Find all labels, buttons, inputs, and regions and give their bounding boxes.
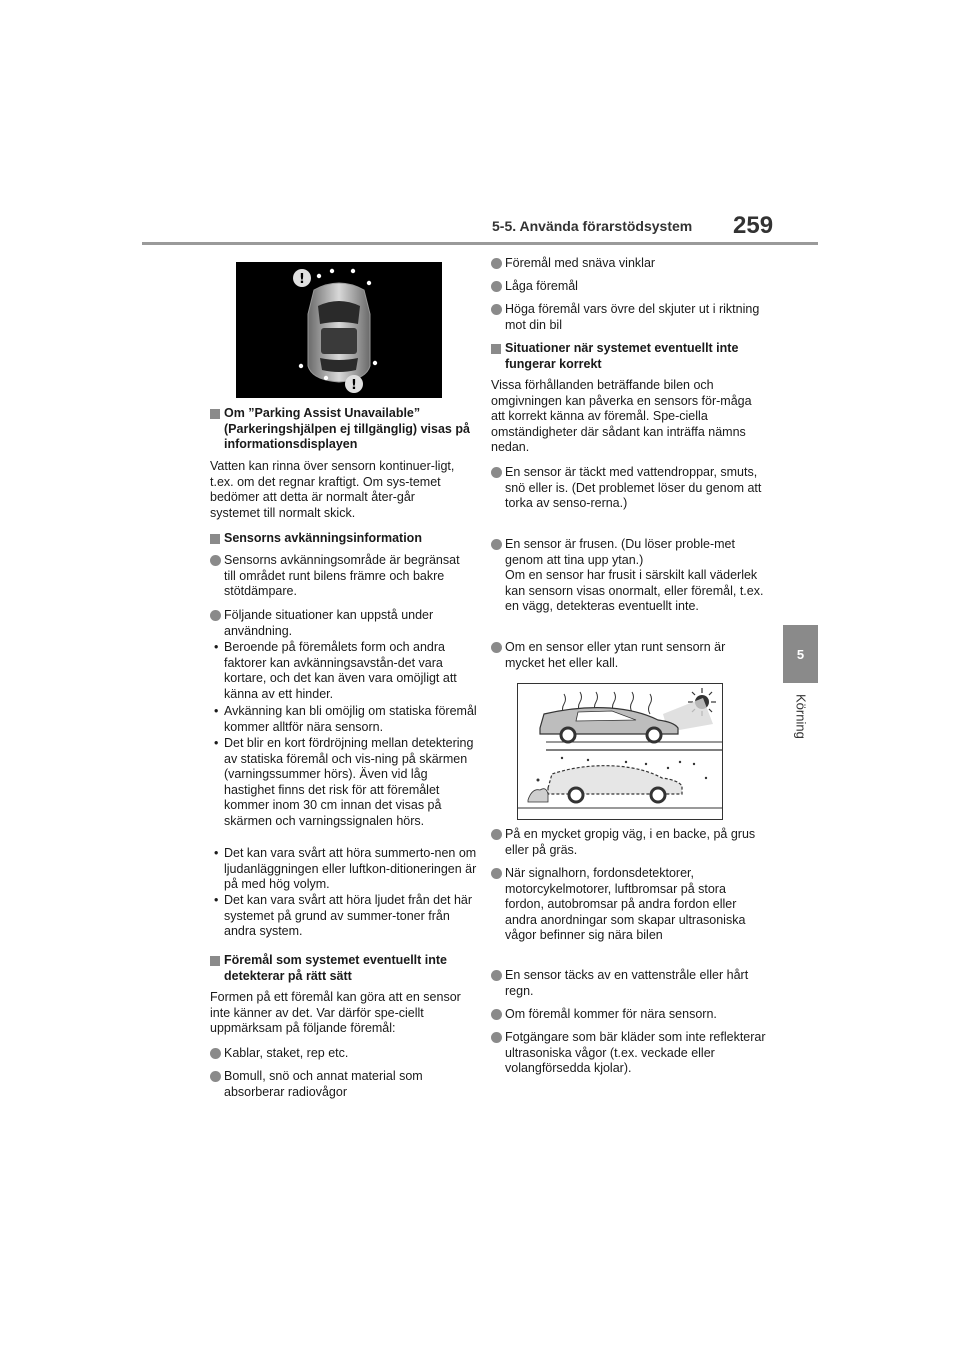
sub-bullet-audio: • Det kan vara svårt att höra summerto-nen om ljudanläggningen eller luftkon-ditioneringen är på med hög volym. <box>214 846 477 892</box>
warning-mark-rear: ! <box>351 378 357 393</box>
bullet-dot-icon <box>491 1032 502 1043</box>
bullet-rough-road: På en mycket gropig väg, i en backe, på grus eller på gräs. <box>491 827 767 858</box>
parking-sensor-display-image <box>236 262 442 398</box>
heading-objects-not-detected: Föremål som systemet eventuellt inte detekterar på rätt sätt <box>210 953 474 984</box>
bullet-dot-icon <box>491 868 502 879</box>
bullet-dot-icon <box>491 258 502 269</box>
bullet-dot-icon <box>210 610 221 621</box>
bullet-dot-icon <box>491 1009 502 1020</box>
bullet-dot-icon <box>210 1048 221 1059</box>
header-rule <box>142 242 818 245</box>
bullet-water-jet: En sensor täcks av en vattenstråle eller hårt regn. <box>491 968 767 999</box>
bullet-dot-icon <box>491 970 502 981</box>
bullet-dot-icon <box>210 1071 221 1082</box>
bullet-dot-icon <box>491 829 502 840</box>
chapter-number: 5 <box>796 646 805 662</box>
chapter-tab <box>783 625 818 683</box>
sub-bullet-delay: • Det blir en kort fördröjning mellan detektering av statiska föremål och vis-ning på skärmen (varningssummer hörs). Även vid låg hastighet finns det risk för att föremålet kommer inom 30 cm innan det visas på skärmen och varningssignalen hörs. <box>214 736 474 828</box>
bullet-dot-icon <box>491 304 502 315</box>
heading-square-icon <box>210 534 220 544</box>
sub-bullet-static: • Avkänning kan bli omöjlig om statiska föremål kommer alltför nära sensorn. <box>214 704 477 734</box>
bullet-pedestrian-clothing: Fotgängare som bär kläder som inte reflekterar ultrasoniska vågor (t.ex. veckade eller volangförsedda kjolar). <box>491 1030 767 1077</box>
heading-system-may-not-work: Situationer när systemet eventuellt inte fungerar korrekt <box>491 341 767 372</box>
paragraph-conditions: Vissa förhållanden beträffande bilen och omgivningen kan påverka en sensors för-måga att korrekt känna av föremål. Spe-ciella omständigheter där sådant kan inträffa nämns nedan. <box>491 378 752 455</box>
bullet-dot-icon <box>491 539 502 550</box>
bullet-cables: Kablar, staket, rep etc. <box>210 1046 474 1062</box>
bullet-hot-cold: Om en sensor eller ytan runt sensorn är mycket het eller kall. <box>491 640 767 671</box>
bullet-dot-icon <box>491 281 502 292</box>
bullet-dot-icon <box>491 642 502 653</box>
warning-mark-front: ! <box>299 272 305 287</box>
heading-square-icon <box>210 956 220 966</box>
paragraph-water-sensor: Vatten kan rinna över sensorn kontinuer-ligt, t.ex. om det regnar kraftigt. Om sys-temet bedömer att detta är normalt åter-går systemet till normalt skick. <box>210 459 455 520</box>
bullet-too-close: Om föremål kommer för nära sensorn. <box>491 1007 767 1023</box>
heading-sensor-info: Sensorns avkänningsinformation <box>210 531 474 547</box>
sub-bullet-other-systems: • Det kan vara svårt att höra ljudet från det här systemet på grund av summer-toner från andra system. <box>214 893 473 939</box>
bullet-cotton-snow: Bomull, snö och annat material som absorberar radiovågor <box>210 1069 474 1100</box>
weather-cars-illustration <box>518 684 722 819</box>
chapter-name-label: Körning <box>793 694 809 739</box>
section-title: 5-5. Använda förarstödsystem <box>492 218 693 234</box>
bullet-tall-objects: Höga föremål vars övre del skjuter ut i riktning mot din bil <box>491 302 767 333</box>
bullet-frozen-sensor: En sensor är frusen. (Du löser proble-met genom att tina upp ytan.) Om en sensor har frusit i särskilt kall väderlek kan sensorn visas onormalt, eller föremål, t.ex. en vägg, detekteras eventuellt inte. <box>491 537 767 615</box>
car-top-view-illustration <box>236 262 442 398</box>
bullet-dot-icon <box>491 467 502 478</box>
heading-square-icon <box>210 409 220 419</box>
bullet-covered-sensor: En sensor är täckt med vattendroppar, smuts, snö eller is. (Det problemet löser du genom att torka av senso-rerna.) <box>491 465 767 512</box>
heading-square-icon <box>491 344 501 354</box>
bullet-sharp-angles: Föremål med snäva vinklar <box>491 256 767 272</box>
sub-bullet-shape: • Beroende på föremålets form och andra faktorer kan avkänningsavstån-det vara kortare, och det kan även vara omöjligt att känna av ett hinder. <box>214 640 457 701</box>
weather-conditions-image <box>517 683 723 820</box>
paragraph-object-shape: Formen på ett föremål kan göra att en sensor inte känner av det. Var därför spe-ciellt uppmärksam på följande föremål: <box>210 990 461 1036</box>
heading-parking-assist-unavailable: Om ”Parking Assist Unavailable” (Parkeringshjälpen ej tillgänglig) visas på informationsdisplayen <box>210 406 474 453</box>
bullet-ultrasonic-sources: När signalhorn, fordonsdetektorer, motorcykelmotorer, luftbromsar på stora fordon, autobromsar på andra fordon eller andra anordningar som skapar ultrasoniska vågor befinner sig nära bilen <box>491 866 767 944</box>
bullet-sensing-area: Sensorns avkänningsområde är begränsat till området runt bilens främre och bakre stötdämpare. <box>210 553 472 600</box>
page-number: 259 <box>733 212 774 239</box>
chapter-name <box>788 694 814 754</box>
bullet-situations: Följande situationer kan uppstå under användning. <box>210 608 474 639</box>
bullet-dot-icon <box>210 555 221 566</box>
bullet-low-objects: Låga föremål <box>491 279 767 295</box>
